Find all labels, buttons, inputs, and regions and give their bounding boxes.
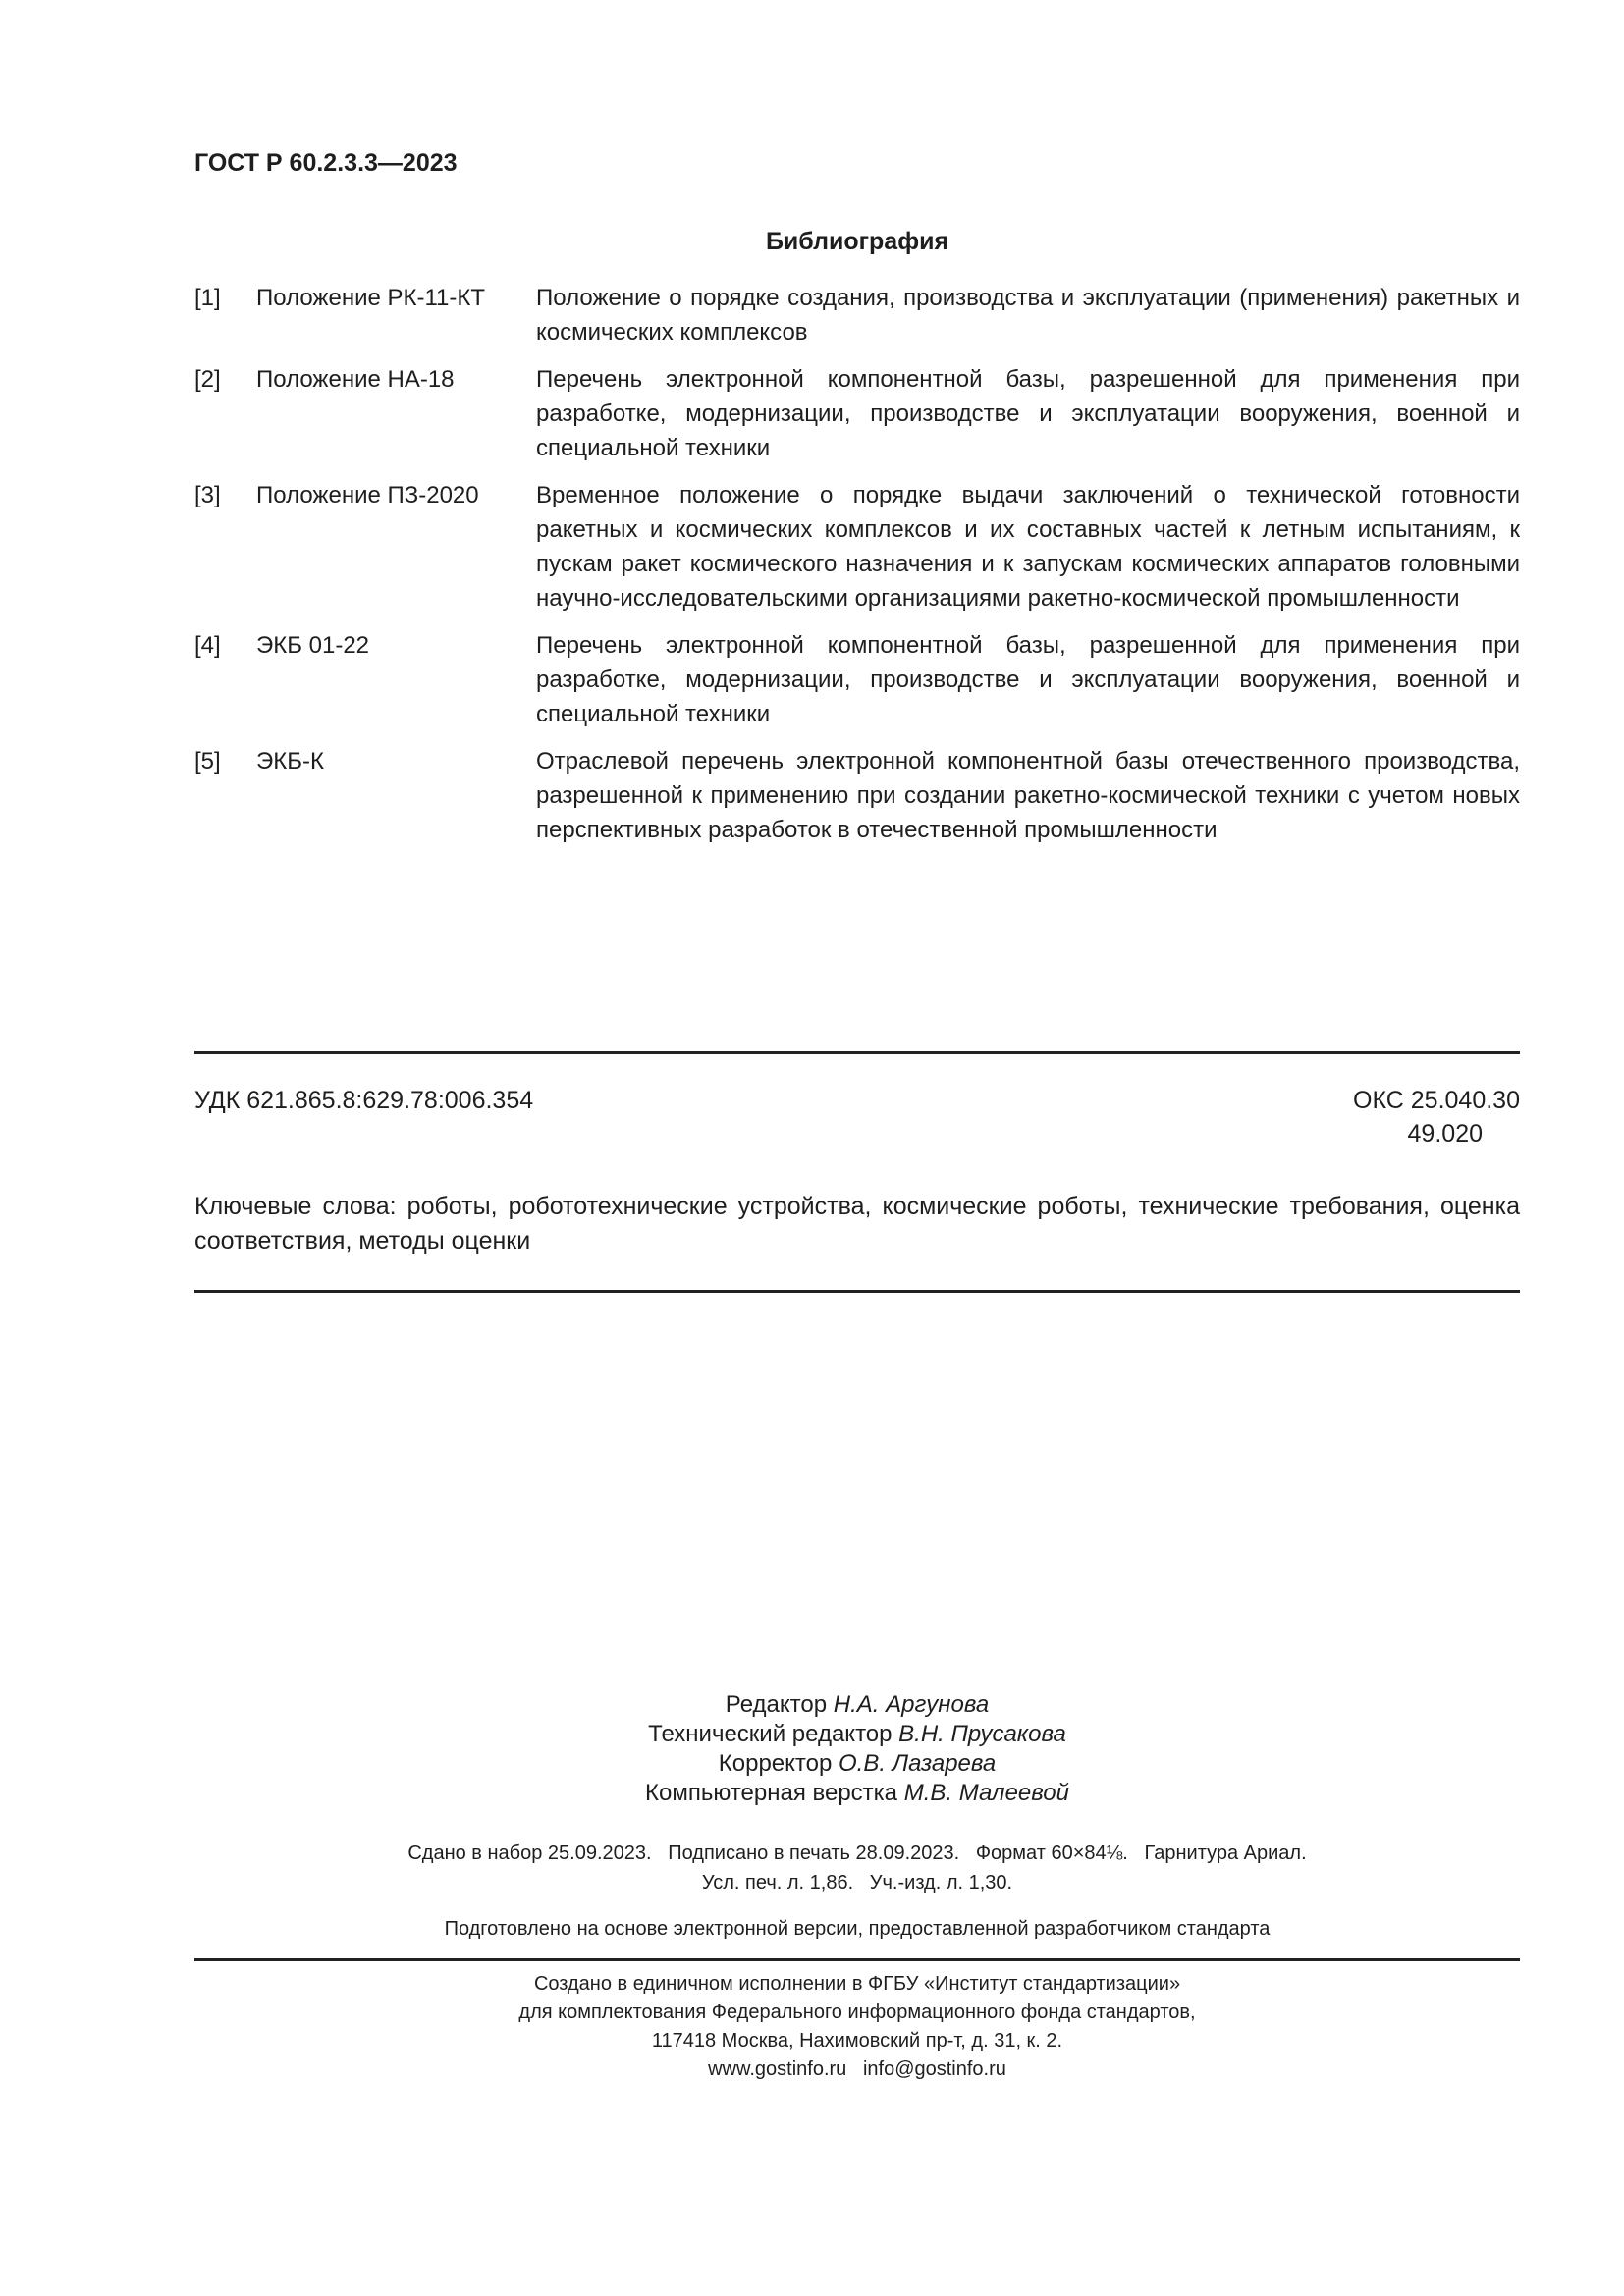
credit-name: М.В. Малеевой: [903, 1780, 1069, 1806]
bibliography-entry: [194, 744, 1520, 847]
entry-reference: ЭКБ-К: [256, 748, 324, 774]
credit-name: Н.А. Аргунова: [833, 1691, 990, 1718]
credit-line: [194, 1720, 1520, 1749]
bibliography-entry: [194, 281, 1520, 349]
credit-line: [194, 1690, 1520, 1720]
entry-description: Временное положение о порядке выдачи заключений о технической готовности ракетных и космических комплексов и их составных частей к летным испытаниям, к пускам ракет космического назначения и к запускам космических аппаратов головными научно-исследовательскими организациями ракетно-космической промышленности: [536, 482, 1520, 612]
credit-role: Корректор: [718, 1750, 833, 1777]
oks-code-primary: ОКС 25.040.30: [1353, 1087, 1520, 1114]
entry-description: Перечень электронной компонентной базы, разрешенной для применения при разработке, модернизации, производстве и эксплуатации вооружения, военной и специальной техники: [536, 366, 1520, 461]
publisher-links: www.gostinfo.ru info@gostinfo.ru: [708, 2058, 1006, 2080]
keywords: Ключевые слова: роботы, робототехнические устройства, космические роботы, технические требования, оценка соответствия, методы оценки: [194, 1193, 1520, 1255]
print-info-line: Усл. печ. л. 1,86. Уч.-изд. л. 1,30.: [701, 1872, 1013, 1894]
entry-reference: Положение ПЗ-2020: [256, 482, 479, 508]
credit-role: Компьютерная верстка: [645, 1780, 898, 1806]
oks-code-secondary: 49.020: [1407, 1120, 1483, 1148]
bibliography-title: Библиография: [765, 228, 949, 255]
entry-number: [1]: [194, 285, 221, 311]
prepared-note: Подготовлено на основе электронной версии, предоставленной разработчиком стандарта: [444, 1918, 1271, 1940]
credits-block: [194, 1690, 1520, 1808]
divider: [194, 1958, 1520, 1961]
bibliography-entry: [194, 628, 1520, 731]
entry-reference: Положение НА-18: [256, 366, 455, 393]
entry-number: [4]: [194, 632, 221, 659]
publisher-line: для комплектования Федерального информационного фонда стандартов,: [518, 2002, 1196, 2023]
credit-name: В.Н. Прусакова: [898, 1721, 1066, 1747]
credit-role: Редактор: [725, 1691, 828, 1718]
credit-name: О.В. Лазарева: [839, 1750, 997, 1777]
print-info: [194, 1839, 1520, 1897]
entry-number: [2]: [194, 366, 221, 393]
document-number: ГОСТ Р 60.2.3.3—2023: [194, 149, 458, 177]
publisher-info: [194, 1970, 1520, 2084]
entry-reference: Положение РК-11-КТ: [256, 285, 486, 311]
credit-role: Технический редактор: [648, 1721, 893, 1747]
entry-description: Перечень электронной компонентной базы, разрешенной для применения при разработке, модернизации, производстве и эксплуатации вооружения, военной и специальной техники: [536, 632, 1520, 727]
entry-number: [3]: [194, 482, 221, 508]
publisher-line: 117418 Москва, Нахимовский пр-т, д. 31, к. 2.: [651, 2030, 1063, 2052]
print-info-line: Сдано в набор 25.09.2023. Подписано в печать 28.09.2023. Формат 60×84⅛. Гарнитура Ариал.: [407, 1842, 1307, 1864]
credit-line: [194, 1749, 1520, 1779]
bibliography-entry: [194, 362, 1520, 465]
bibliography-list: [194, 281, 1520, 860]
credit-line: [194, 1779, 1520, 1808]
oks-codes: [1353, 1084, 1520, 1150]
divider: [194, 1290, 1520, 1293]
entry-number: [5]: [194, 748, 221, 774]
entry-description: Положение о порядке создания, производства и эксплуатации (применения) ракетных и космических комплексов: [536, 285, 1520, 346]
divider: [194, 1051, 1520, 1054]
entry-description: Отраслевой перечень электронной компонентной базы отечественного производства, разрешенной к применению при создании ракетно-космической техники с учетом новых перспективных разработок в отечественной промышленности: [536, 748, 1520, 843]
publisher-line: Создано в единичном исполнении в ФГБУ «Институт стандартизации»: [533, 1973, 1181, 1995]
entry-reference: ЭКБ 01-22: [256, 632, 370, 659]
udk-code: УДК 621.865.8:629.78:006.354: [194, 1087, 534, 1114]
bibliography-entry: [194, 478, 1520, 615]
